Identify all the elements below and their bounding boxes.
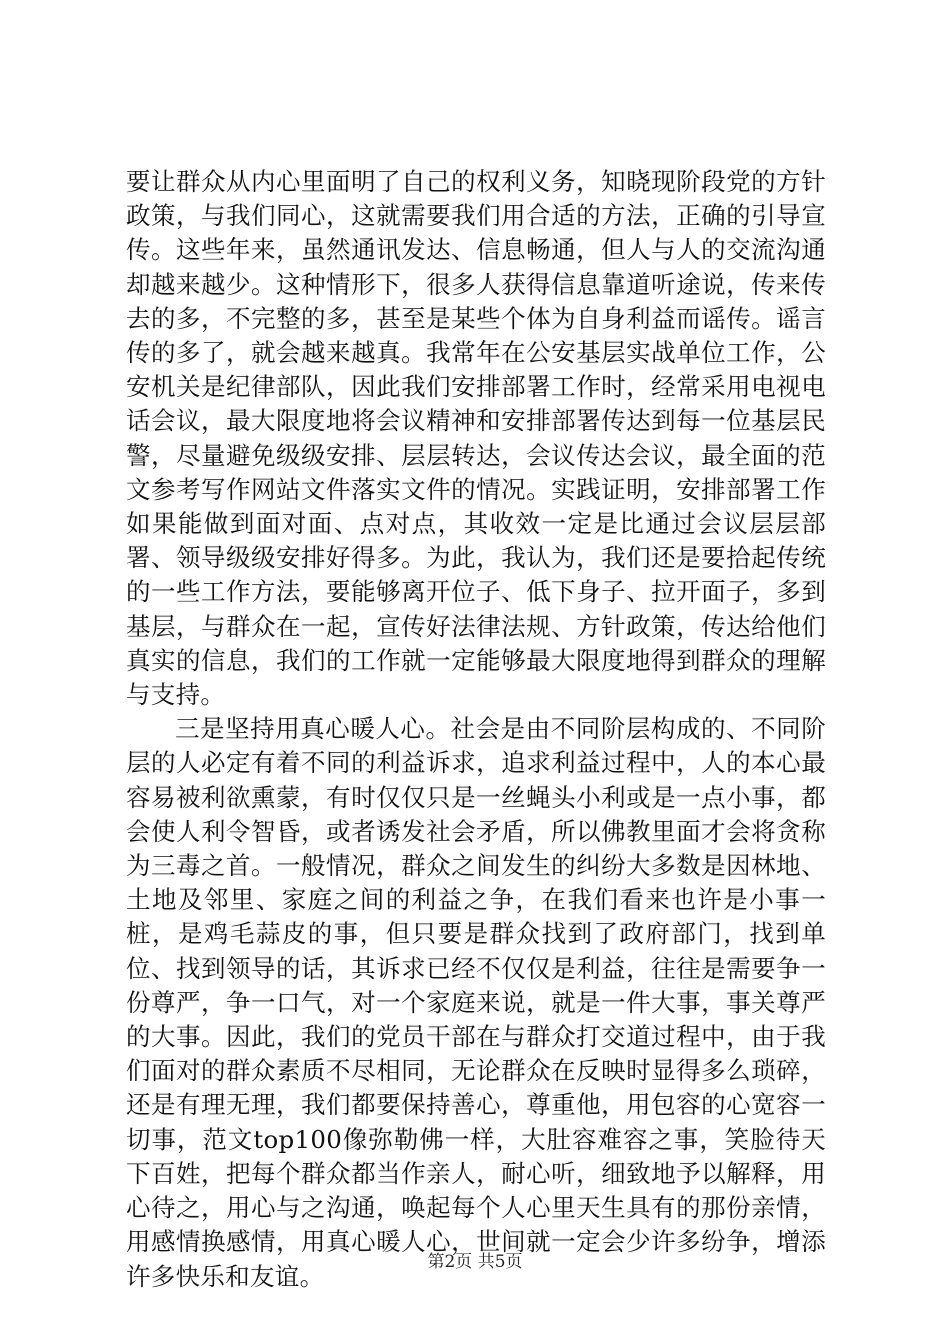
paragraph-third-point: 三是坚持用真心暖人心。社会是由不同阶层构成的、不同阶层的人必定有着不同的利益诉求，追求利益过程中，人的本心最容易被利欲熏蒙，有时仅仅只是一丝蝇头小利或是一点小事，都会使人利令智昏，或者诱发社会矛盾，所以佛教里面才会将贪称为三毒之首。一般情况，群众之间发生的纠纷大多数是因林地、土地及邻里、家庭之间的利益之争，在我们看来也许是小事一桩，是鸡毛蒜皮的事，但只要是群众找到了政府部门，找到单位、找到领导的话，其诉求已经不仅仅是利益，往往是需要争一份尊严，争一口气，对一个家庭来说，就是一件大事，事关尊严的大事。因此，我们的党员干部在与群众打交道过程中，由于我们面对的群众素质不尽相同，无论群众在反映时显得多么琐碎，还是有理无理，我们都要保持善心，尊重他，用包容的心宽容一切事，范文top100像弥勒佛一样，大肚容难容之事，笑脸待天下百姓，把每个群众都当作亲人，耐心听，细致地予以解释，用心待之，用心与之沟通，唤起每个人心里天生具有的那份亲情，用感情换感情，用真心暖人心，世间就一定会少许多纷争，增添许多快乐和友谊。 <box>126 714 826 1291</box>
document-body <box>126 165 826 1294</box>
paragraph-continuation: 要让群众从内心里面明了自己的权利义务，知晓现阶段党的方针政策，与我们同心，这就需要我们用合适的方法，正确的引导宣传。这些年来，虽然通讯发达、信息畅通，但人与人的交流沟通却越来越少。这种情形下，很多人获得信息靠道听途说，传来传去的多，不完整的多，甚至是某些个体为自身利益而谣传。谣言传的多了，就会越来越真。我常年在公安基层实战单位工作，公安机关是纪律部队，因此我们安排部署工作时，经常采用电视电话会议，最大限度地将会议精神和安排部署传达到每一位基层民警，尽量避免级级安排、层层转达，会议传达会议，最全面的范文参考写作网站文件落实文件的情况。实践证明，安排部署工作如果能做到面对面、点对点，其收效一定是比通过会议层层部署、领导级级安排好得多。为此，我认为，我们还是要拾起传统的一些工作方法，要能够离开位子、低下身子、拉开面子，多到基层，与群众在一起，宣传好法律法规、方针政策，传达给他们真实的信息，我们的工作就一定能够最大限度地得到群众的理解与支持。 <box>126 167 826 710</box>
page-number-footer: 第2页 共5页 <box>427 1252 523 1272</box>
